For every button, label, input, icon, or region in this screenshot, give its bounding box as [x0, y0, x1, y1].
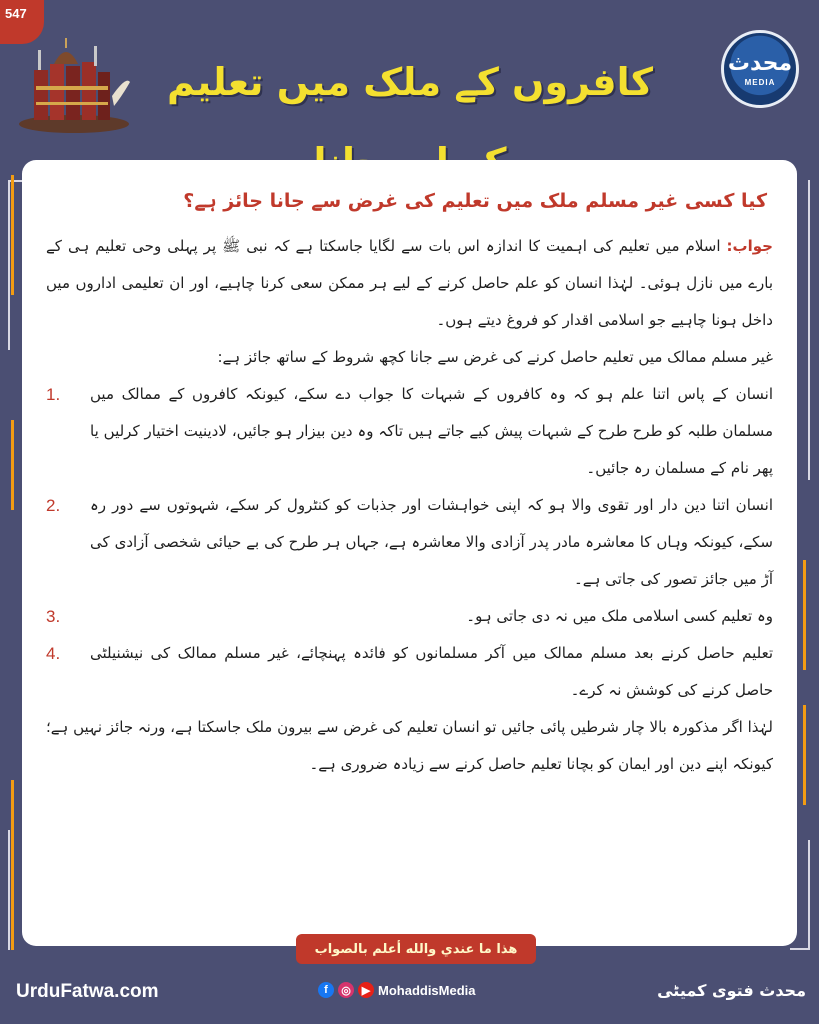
- logo-media-label: MEDIA: [744, 77, 776, 87]
- condition-number: 1.: [46, 385, 61, 404]
- condition-number: 3.: [46, 607, 61, 626]
- instagram-icon[interactable]: ◎: [338, 982, 354, 998]
- decor-bar-right-mid: [803, 560, 806, 670]
- closing-phrase-banner: [296, 934, 536, 964]
- conditions-intro: غیر مسلم ممالک میں تعلیم حاصل کرنے کی غرض سے جانا کچھ شروط کے ساتھ جائز ہے:: [217, 348, 773, 366]
- decor-bar-left-top: [11, 175, 14, 295]
- fatwa-card: [22, 160, 797, 946]
- social-handle[interactable]: MohaddisMedia: [378, 982, 476, 998]
- decor-bracket-left: [8, 180, 10, 350]
- answer-paragraph: [46, 228, 773, 339]
- condition-number: 2.: [46, 496, 61, 515]
- website-link[interactable]: UrduFatwa.com: [16, 981, 159, 1002]
- list-item: [46, 635, 773, 709]
- conditions-list: [46, 376, 773, 709]
- condition-number: 4.: [46, 644, 61, 663]
- decor-bracket-left-bottom: [8, 830, 10, 950]
- social-bar: [318, 982, 476, 998]
- page-title: کافروں کے ملک میں تعلیم: [167, 60, 653, 104]
- page-number: 547: [5, 6, 27, 21]
- answer-intro: اسلام میں تعلیم کی اہمیت کا اندازہ اس بات سے لگایا جاسکتا ہے کہ نبی ﷺ پر پہلی وحی تعلیم ہی کے بارے میں نازل ہوئی۔ لہٰذا انسان کو علم حاصل کرنے کے لیے ہر ممکن سعی کرنا چاہیے، اور ان تعلیمی اداروں میں داخل ہونا چاہیے جو اسلامی اقدار کو فروغ دیتے ہوں۔: [46, 237, 773, 329]
- list-item: [46, 598, 773, 635]
- facebook-icon[interactable]: f: [318, 982, 334, 998]
- condition-text: انسان کے پاس اتنا علم ہو کہ وہ کافروں کے شبہات کا جواب دے سکے، کیونکہ کافروں کے ممالک میں مسلمان طلبہ کو طرح طرح کے شبہات پیش کیے جاتے ہیں تاکہ وہ دین بیزار ہو جائیں، لادینیت اختیار کرلیں یا پھر نام کے مسلمان رہ جائیں۔: [90, 385, 773, 477]
- closing-phrase: هذا ما عندي والله أعلم بالصواب: [314, 941, 518, 957]
- decor-bar-left-low: [11, 780, 14, 950]
- decor-bracket-right-bottom: [808, 840, 810, 950]
- decor-bar-right-low: [803, 705, 806, 805]
- question-heading: کیا کسی غیر مسلم ملک میں تعلیم کی غرض سے جانا جائز ہے؟: [183, 190, 767, 212]
- list-item: [46, 376, 773, 487]
- books-illustration: [14, 36, 134, 136]
- conclusion-paragraph: لہٰذا اگر مذکورہ بالا چار شرطیں پائی جائیں تو انسان تعلیم کی غرض سے بیرون ملک جاسکتا ہے، ورنہ جائز نہیں ہے؛ کیونکہ اپنے دین اور ایمان کو بچانا تعلیم حاصل کرنے سے زیادہ ضروری ہے۔: [46, 718, 773, 773]
- condition-text: وہ تعلیم کسی اسلامی ملک میں نہ دی جاتی ہو۔: [466, 607, 773, 625]
- youtube-icon[interactable]: ▶: [358, 982, 374, 998]
- committee-name: محدث فتوی کمیٹی: [657, 981, 806, 1000]
- mohaddis-media-logo: [721, 30, 799, 108]
- decor-bracket-right-bottom-h: [790, 948, 810, 950]
- answer-label: جواب:: [726, 237, 773, 255]
- condition-text: تعلیم حاصل کرنے بعد مسلم ممالک میں آکر مسلمانوں کو فائدہ پہنچائے، غیر مسلم ممالک کی نیشنیلٹی حاصل کرنے کی کوشش نہ کرے۔: [90, 644, 773, 699]
- list-item: [46, 487, 773, 598]
- logo-text: محدث: [727, 50, 793, 76]
- condition-text: انسان اتنا دین دار اور تقوی والا ہو کہ اپنی خواہشات اور جذبات کو کنٹرول کر سکے، شہوتوں سے دور رہ سکے، کیونکہ وہاں کا معاشرہ مادر پدر آزادی والا معاشرہ ہے، جہاں ہر طرح کی بے حیائی شخصی آزادی کی آڑ میں جائز تصور کی جاتی ہے۔: [90, 496, 773, 588]
- decor-bracket-right: [808, 180, 810, 480]
- decor-bar-left-mid: [11, 420, 14, 510]
